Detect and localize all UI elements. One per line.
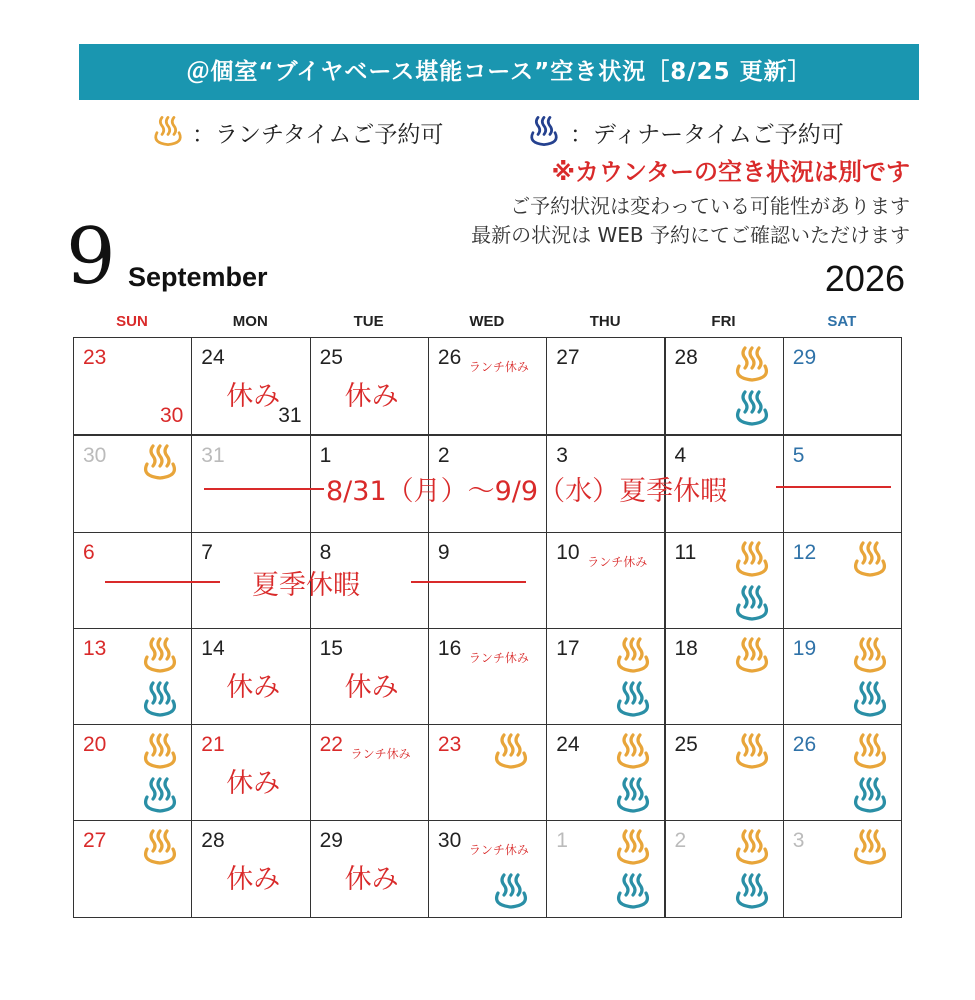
calendar-day-cell[interactable]: [665, 724, 784, 822]
day-number: 9: [437, 541, 450, 564]
closed-label: 休み: [344, 864, 399, 895]
lunch-onsen-icon: [732, 827, 772, 867]
weekday-thu: THU: [589, 313, 621, 330]
day-number: 1: [319, 444, 332, 467]
day-number: 29: [319, 829, 343, 852]
day-number: 27: [556, 346, 580, 369]
day-number: 24: [201, 346, 225, 369]
lunch-onsen-icon: [613, 635, 653, 675]
day-number: 26: [437, 346, 462, 369]
day-number: 12: [792, 541, 817, 564]
calendar-day-cell[interactable]: [191, 628, 310, 726]
weekday-fri: FRI: [711, 313, 736, 330]
weekday-sat: SAT: [827, 313, 857, 330]
day-number: 15: [319, 637, 343, 660]
lunch-onsen-icon: [850, 635, 890, 675]
note-line-1: ご予約状況は変わっている可能性があります: [510, 194, 910, 218]
dinner-onsen-icon: [613, 775, 653, 815]
calendar-day-cell[interactable]: [546, 628, 665, 726]
day-number: 8: [319, 541, 332, 564]
day-number: 29: [792, 346, 817, 369]
day-number: 24: [556, 733, 580, 756]
calendar-day-cell[interactable]: [546, 820, 665, 918]
legend: [150, 114, 910, 150]
day-number: 13: [83, 637, 107, 660]
day-number: 25: [319, 346, 343, 369]
day-number: 3: [792, 829, 805, 852]
calendar-day-cell[interactable]: [783, 820, 902, 918]
closed-label: 休み: [226, 864, 281, 895]
day-number: 26: [792, 733, 817, 756]
summer-break-line-right: [411, 581, 526, 583]
dinner-onsen-icon: [732, 583, 772, 623]
day-number: 28: [201, 829, 225, 852]
month-name: September: [128, 262, 268, 292]
legend-lunch-label: ：ランチタイムご予約可: [192, 122, 444, 148]
calendar-day-cell[interactable]: [73, 820, 192, 918]
calendar-day-cell[interactable]: [191, 724, 310, 822]
calendar-day-cell[interactable]: [310, 724, 429, 822]
lunch-closed-label: ランチ休み: [468, 360, 529, 374]
dinner-onsen-icon: [613, 871, 653, 911]
closed-label: 休み: [344, 672, 399, 703]
lunch-onsen-icon: [491, 731, 531, 771]
day-number: 6: [83, 541, 95, 564]
counter-warning: ※カウンターの空き状況は別です: [551, 158, 910, 186]
summer-break-line-right: [776, 486, 891, 488]
calendar-day-cell[interactable]: [310, 628, 429, 726]
lunch-onsen-icon: [150, 114, 186, 148]
day-number: 3: [556, 444, 568, 467]
day-number: 31: [201, 444, 225, 467]
calendar-day-cell[interactable]: [191, 820, 310, 918]
closed-label: 休み: [344, 381, 399, 412]
calendar-day-cell[interactable]: [73, 628, 192, 726]
lunch-onsen-icon: [140, 731, 180, 771]
weekday-wed: WED: [469, 313, 505, 330]
day-number: 30: [83, 444, 107, 467]
calendar-day-cell[interactable]: [783, 724, 902, 822]
calendar-day-cell[interactable]: [665, 337, 784, 435]
calendar-day-cell[interactable]: [428, 820, 547, 918]
lunch-onsen-icon: [732, 731, 772, 771]
calendar-day-cell[interactable]: [783, 435, 902, 533]
lunch-onsen-icon: [850, 827, 890, 867]
dinner-onsen-icon: [850, 679, 890, 719]
day-number: 18: [674, 637, 698, 660]
day-number: 23: [437, 733, 462, 756]
calendar-day-cell[interactable]: [73, 337, 192, 435]
dinner-onsen-icon: [491, 871, 531, 911]
calendar-day-cell[interactable]: [191, 435, 310, 533]
calendar-day-cell[interactable]: [428, 628, 547, 726]
calendar-day-cell[interactable]: [73, 435, 192, 533]
day-number: 17: [556, 637, 580, 660]
summer-break-label-2: 夏季休暇: [252, 570, 360, 601]
year: 2026: [824, 258, 905, 299]
closed-label: 休み: [226, 768, 281, 799]
lunch-onsen-icon: [732, 539, 772, 579]
calendar-day-cell[interactable]: [546, 532, 665, 630]
lunch-closed-label: ランチ休み: [350, 747, 411, 761]
extra-day-number: 31: [278, 404, 302, 427]
dinner-onsen-icon: [140, 679, 180, 719]
day-number: 21: [201, 733, 225, 756]
day-number: 1: [556, 829, 568, 852]
day-number: 19: [792, 637, 817, 660]
dinner-onsen-icon: [732, 871, 772, 911]
calendar-day-cell[interactable]: [783, 532, 902, 630]
day-number: 2: [437, 444, 450, 467]
calendar-day-cell[interactable]: [428, 724, 547, 822]
calendar-day-cell[interactable]: [310, 337, 429, 435]
dinner-onsen-icon: [526, 114, 562, 148]
note-line-2: 最新の状況は WEB 予約にてご確認いただけます: [471, 223, 910, 247]
day-number: 10: [556, 541, 580, 564]
closed-label: 休み: [226, 672, 281, 703]
extra-day-number: 30: [159, 404, 184, 427]
lunch-onsen-icon: [613, 827, 653, 867]
lunch-closed-label: ランチ休み: [587, 555, 648, 569]
dinner-onsen-icon: [850, 775, 890, 815]
lunch-onsen-icon: [850, 731, 890, 771]
lunch-closed-label: ランチ休み: [468, 843, 529, 857]
calendar-day-cell[interactable]: [428, 337, 547, 435]
day-number: 14: [201, 637, 225, 660]
weekday-mon: MON: [232, 313, 268, 330]
day-number: 11: [674, 541, 697, 564]
calendar-day-cell[interactable]: [546, 337, 665, 435]
lunch-closed-label: ランチ休み: [468, 651, 529, 665]
lunch-onsen-icon: [850, 539, 890, 579]
day-number: 5: [792, 444, 805, 467]
calendar-day-cell[interactable]: [783, 337, 902, 435]
day-number: 16: [437, 637, 462, 660]
day-number: 28: [674, 346, 698, 369]
calendar-day-cell[interactable]: [665, 532, 784, 630]
calendar-day-cell[interactable]: [546, 724, 665, 822]
day-number: 7: [201, 541, 213, 564]
month-number: 9: [66, 212, 116, 302]
lunch-onsen-icon: [613, 731, 653, 771]
calendar-day-cell[interactable]: [665, 820, 784, 918]
calendar-day-cell[interactable]: [665, 628, 784, 726]
summer-break-line-left: [204, 488, 324, 490]
dinner-onsen-icon: [140, 775, 180, 815]
summer-break-line-left: [105, 581, 220, 583]
dinner-onsen-icon: [613, 679, 653, 719]
weekday-sun: SUN: [116, 313, 148, 330]
lunch-onsen-icon: [140, 827, 180, 867]
calendar-day-cell[interactable]: [783, 628, 902, 726]
day-number: 2: [674, 829, 687, 852]
weekday-tue: TUE: [353, 313, 384, 330]
lunch-onsen-icon: [140, 635, 180, 675]
calendar-day-cell[interactable]: [73, 724, 192, 822]
calendar-day-cell[interactable]: [310, 820, 429, 918]
day-number: 30: [437, 829, 462, 852]
lunch-onsen-icon: [140, 442, 180, 482]
lunch-onsen-icon: [732, 635, 772, 675]
day-number: 23: [83, 346, 107, 369]
day-number: 27: [83, 829, 107, 852]
day-number: 20: [83, 733, 107, 756]
calendar-day-cell[interactable]: [191, 337, 310, 435]
summer-break-label: 8/31（月）〜9/9（水）夏季休暇: [326, 476, 728, 507]
legend-dinner-label: ：ディナータイムご予約可: [570, 122, 844, 148]
day-number: 25: [674, 733, 698, 756]
day-number: 22: [319, 733, 343, 756]
dinner-onsen-icon: [732, 388, 772, 428]
day-number: 4: [674, 444, 687, 467]
closed-label: 休み: [226, 381, 281, 412]
header-banner: ＠個室“ブイヤベース堪能コース”空き状況［8/25 更新］: [79, 44, 919, 100]
lunch-onsen-icon: [732, 344, 772, 384]
